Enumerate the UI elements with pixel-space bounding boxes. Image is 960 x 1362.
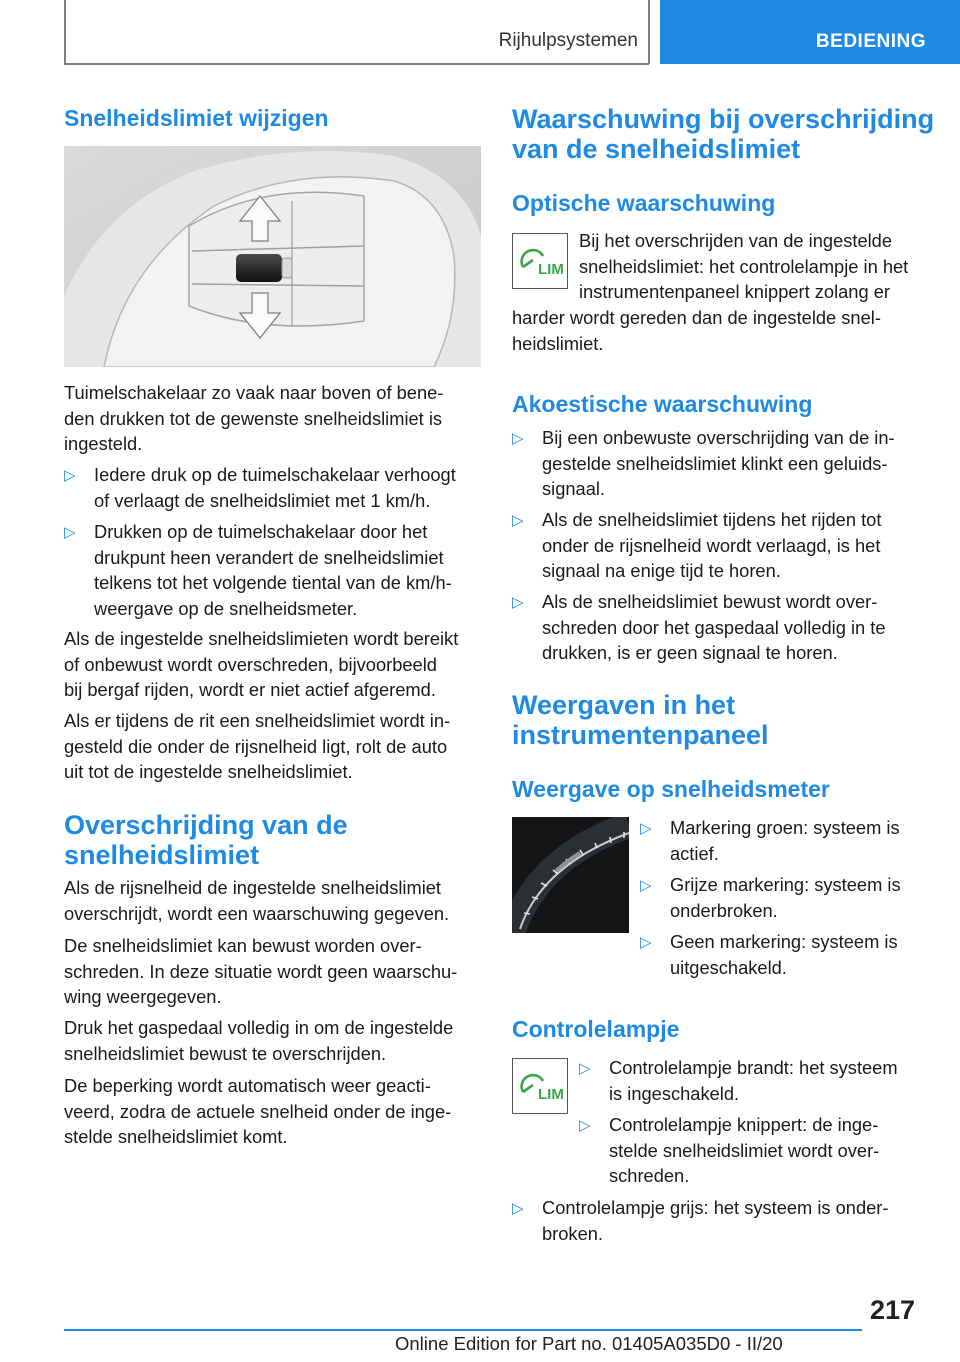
text-line: snelheidslimiet — [64, 840, 260, 870]
text-line: Waarschuwing bij overschrijding — [512, 104, 935, 134]
heading-acoustic-warning: Akoestische waarschuwing — [512, 391, 813, 417]
triangle-bullet-icon: ▷ — [512, 430, 524, 447]
text-line: Bij het overschrijden van de ingestelde — [579, 230, 893, 251]
text-line: schreden. — [609, 1165, 690, 1186]
text-line: of onbewust wordt overschreden, bijvoorbeeld — [64, 653, 437, 675]
header-rule — [64, 63, 649, 65]
heading-indicator-light: Controlelampje — [512, 1016, 680, 1042]
text-line: snelheidslimiet bewust te overschrijden. — [64, 1042, 387, 1064]
text-line: onderbroken. — [670, 899, 778, 921]
text-line: Weergaven in het — [512, 690, 736, 720]
lim-label: LIM — [538, 1086, 564, 1103]
text-press-pedal — [64, 1015, 484, 1066]
text-line: Controlelampje grijs: het systeem is onder- — [542, 1197, 889, 1218]
text-line: broken. — [542, 1222, 603, 1244]
text-line: Als de snelheidslimiet tijdens het rijden tot — [542, 509, 882, 530]
heading-optical-warning: Optische waarschuwing — [512, 190, 776, 216]
text-no-active-braking — [64, 626, 484, 703]
text-line: Grijze markering: systeem is — [670, 874, 901, 895]
heading-speedometer-display: Weergave op snelheidsmeter — [512, 776, 830, 802]
text-line: Tuimelschakelaar zo vaak naar boven of bene- — [64, 382, 444, 403]
speedometer-image — [512, 817, 629, 933]
text-line: den drukken tot de gewenste snelheidslimiet is — [64, 407, 443, 429]
text-line: schreden door het gaspedaal volledig in te — [542, 616, 886, 638]
list-item-marking-green — [640, 815, 960, 866]
list-item-lamp-flashing — [579, 1112, 959, 1189]
text-line: Druk het gaspedaal volledig in om de ingestelde — [64, 1017, 454, 1038]
text-line: telkens tot het volgende tiental van de km/h- — [94, 572, 452, 593]
page-number: 217 — [870, 1295, 916, 1325]
triangle-bullet-icon: ▷ — [512, 1200, 524, 1217]
text-line: Geen markering: systeem is — [670, 931, 898, 952]
heading-exceeding-limit — [64, 810, 348, 870]
text-line: Iedere druk op de tuimelschakelaar verhoogt — [94, 464, 456, 485]
list-item-press-step — [64, 462, 514, 513]
triangle-bullet-icon: ▷ — [64, 467, 76, 484]
text-line: Bij een onbewuste overschrijding van de in- — [542, 427, 895, 448]
text-optical-warning-b — [512, 305, 932, 356]
text-line: van de snelheidslimiet — [512, 134, 801, 164]
header-section-title: Rijhulpsystemen — [498, 30, 638, 51]
text-line: schreden. In deze situatie wordt geen waarschu- — [64, 960, 458, 982]
lim-symbol-icon — [513, 1059, 567, 1113]
triangle-bullet-icon: ▷ — [640, 820, 652, 837]
text-line: actief. — [670, 842, 719, 864]
triangle-bullet-icon: ▷ — [64, 524, 76, 541]
text-line: instrumentenpaneel — [512, 720, 769, 750]
text-line: Overschrijding van de — [64, 810, 348, 840]
text-line: De beperking wordt automatisch weer geacti- — [64, 1075, 431, 1096]
text-roll-out — [64, 708, 484, 785]
lim-indicator-icon-2 — [512, 1058, 568, 1114]
footer-edition: Online Edition for Part no. 01405A035D0 - II/20 — [395, 1333, 783, 1354]
text-line: Als de snelheidslimiet bewust wordt over- — [542, 591, 878, 612]
header-left-rule — [64, 0, 66, 64]
header-chapter-tab — [660, 0, 960, 64]
text-line: of verlaagt de snelheidslimiet met 1 km/h. — [94, 489, 431, 511]
text-line: Markering groen: systeem is — [670, 817, 900, 838]
text-line: weergave op de snelheidsmeter. — [94, 597, 358, 619]
text-line: harder wordt gereden dan de ingestelde snel- — [512, 307, 881, 328]
list-item-press-through — [64, 519, 514, 621]
text-line: stelde snelheidslimiet komt. — [64, 1126, 288, 1147]
text-line: is ingeschakeld. — [609, 1082, 740, 1104]
heading-displays-panel — [512, 690, 769, 750]
text-line: Drukken op de tuimelschakelaar door het — [94, 521, 428, 542]
triangle-bullet-icon: ▷ — [579, 1117, 591, 1134]
text-line: Als de rijsnelheid de ingestelde snelheidslimiet — [64, 877, 442, 898]
text-line: signaal. — [542, 478, 606, 499]
text-line: drukpunt heen verandert de snelheidslimiet — [94, 546, 444, 568]
text-rocker-instruction — [64, 380, 484, 457]
header-divider — [648, 0, 650, 64]
text-line: Controlelampje brandt: het systeem — [609, 1057, 898, 1078]
text-line: veerd, zodra de actuele snelheid onder de inge- — [64, 1100, 452, 1122]
text-optical-warning-a — [579, 228, 929, 305]
text-warning-given — [64, 875, 484, 926]
triangle-bullet-icon: ▷ — [640, 934, 652, 951]
list-item-lamp-on — [579, 1055, 959, 1106]
text-line: signaal na enige tijd te horen. — [542, 560, 781, 581]
lim-label: LIM — [538, 261, 564, 278]
text-line: instrumentenpaneel knippert zolang er — [579, 281, 890, 302]
footer-rule — [64, 1329, 862, 1331]
heading-warning-exceed — [512, 104, 934, 164]
lim-symbol-icon — [513, 234, 567, 288]
text-line: De snelheidslimiet kan bewust worden over- — [64, 935, 422, 956]
text-line: Controlelampje knippert: de inge- — [609, 1114, 879, 1135]
text-reactivation — [64, 1073, 484, 1150]
text-line: bij bergaf rijden, wordt er niet actief afgeremd. — [64, 679, 436, 700]
list-item-acoustic-2 — [512, 507, 960, 584]
text-line: uitgeschakeld. — [670, 956, 787, 978]
heading-change-limit: Snelheidslimiet wijzigen — [64, 105, 329, 131]
text-line: gestelde snelheidslimiet klinkt een geluids- — [542, 452, 888, 474]
triangle-bullet-icon: ▷ — [512, 512, 524, 529]
lim-indicator-icon — [512, 233, 568, 289]
text-line: Als de ingestelde snelheidslimieten wordt bereikt — [64, 628, 459, 649]
text-line: heidslimiet. — [512, 332, 604, 354]
text-line: uit tot de ingestelde snelheidslimiet. — [64, 761, 353, 782]
triangle-bullet-icon: ▷ — [640, 877, 652, 894]
list-item-marking-grey — [640, 872, 960, 923]
list-item-lamp-grey — [512, 1195, 960, 1246]
list-item-marking-none — [640, 929, 960, 980]
list-item-acoustic-3 — [512, 589, 960, 666]
text-line: drukken, is er geen signaal te horen. — [542, 642, 838, 663]
triangle-bullet-icon: ▷ — [512, 594, 524, 611]
text-line: snelheidslimiet: het controlelampje in het — [579, 255, 909, 277]
text-line: Als er tijdens de rit een snelheidslimiet wordt in- — [64, 710, 451, 731]
text-line: onder de rijsnelheid wordt verlaagd, is het — [542, 534, 881, 556]
steering-wheel-switch-image — [64, 146, 481, 367]
triangle-bullet-icon: ▷ — [579, 1060, 591, 1077]
text-line: gesteld die onder de rijsnelheid ligt, rolt de auto — [64, 735, 448, 757]
list-item-acoustic-1 — [512, 425, 960, 502]
text-deliberate-exceed — [64, 933, 484, 1010]
text-line: ingesteld. — [64, 433, 143, 454]
text-line: wing weergegeven. — [64, 986, 222, 1007]
header-chapter-label: BEDIENING — [815, 31, 926, 52]
text-line: stelde snelheidslimiet wordt over- — [609, 1139, 880, 1161]
text-line: overschrijdt, wordt een waarschuwing gegeven. — [64, 902, 450, 924]
